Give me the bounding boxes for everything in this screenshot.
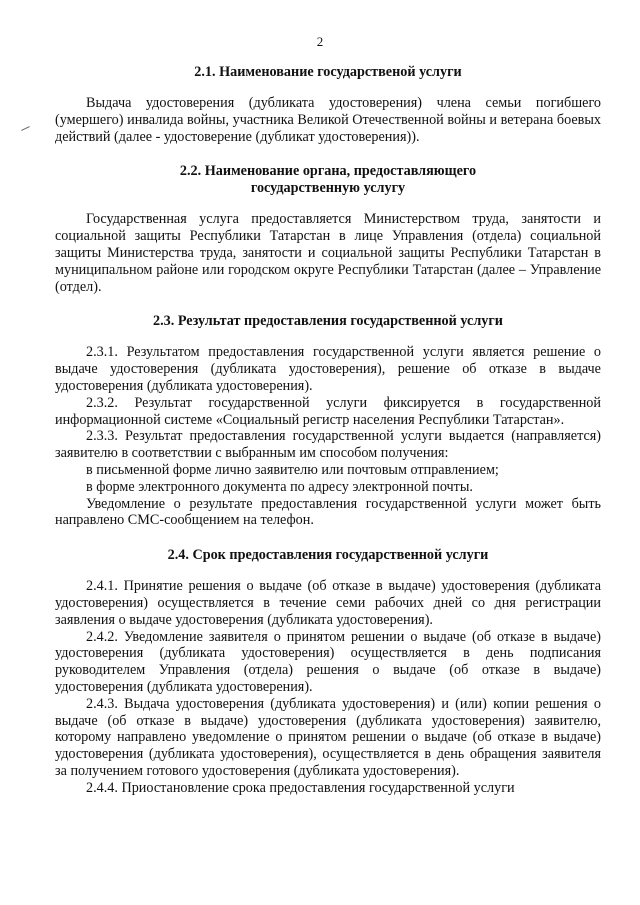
paragraph-2-1: Выдача удостоверения (дубликата удостоверения) члена семьи погибшего (умершего) инвалида войны, участника Великой Отечественной войны и ветерана боевых действий (далее - удостоверение (дубликат удостоверения)). [55, 95, 601, 145]
paragraph-2-4-4: 2.4.4. Приостановление срока предоставления государственной услуги [86, 779, 515, 796]
scan-artifact-mark [21, 126, 30, 131]
document-body [55, 64, 601, 797]
paragraph-2-3-3: 2.3.3. Результат предоставления государственной услуги выдается (направляется) заявителю в соответствии с выбранным им способом получения: [55, 428, 601, 462]
paragraph-2-4-3: 2.4.3. Выдача удостоверения (дубликата удостоверения) и (или) копии решения о выдаче (об отказе в выдаче) удостоверения (дубликата удостоверения) заявителю, которому направлено уведомление о принятом решении о выдаче (об отказе в выдаче) удостоверения (дубликата удостоверения), осуществляется в день обращения заявителя за получением готового удостоверения (дубликата удостоверения). [55, 695, 601, 779]
paragraph-2-3-3-option-1: в письменной форме лично заявителю или почтовым отправлением; [86, 461, 499, 478]
paragraph-2-2: Государственная услуга предоставляется Министерством труда, занятости и социальной защиты Республики Татарстан в лице Управления (отдела) социальной защиты Министерства труда, занятости и социальной защиты Республики Татарстан в муниципальном районе или городском округе Республики Татарстан (далее – Управление (отдел). [55, 211, 601, 295]
section-heading-2-4: 2.4. Срок предоставления государственной услуги [167, 547, 489, 564]
paragraph-2-4-1: 2.4.1. Принятие решения о выдаче (об отказе в выдаче) удостоверения (дубликата удостоверения) осуществляется в течение семи рабочих дней со дня регистрации заявления о выдаче удостоверения (дубликата удостоверения). [55, 578, 601, 628]
section-heading-2-1: 2.1. Наименование государственой услуги [194, 64, 462, 80]
page-number: 2 [316, 34, 324, 49]
paragraph-2-3-2: 2.3.2. Результат государственной услуги фиксируется в государственной информационной системе «Социальный регистр населения Республики Татарстан». [55, 394, 601, 428]
paragraph-2-3-3-option-2: в форме электронного документа по адресу электронной почты. [86, 478, 473, 495]
paragraph-2-4-2: 2.4.2. Уведомление заявителя о принятом решении о выдаче (об отказе в выдаче) удостоверения (дубликата удостоверения) осуществляется в день подписания руководителем Управления (отдела) решения о выдаче (об отказе в выдаче) удостоверения (дубликата удостоверения). [55, 628, 601, 695]
paragraph-2-3-1: 2.3.1. Результатом предоставления государственной услуги является решение о выдаче удостоверения (дубликата удостоверения), решение об отказе в выдаче удостоверения (дубликата удостоверения). [55, 344, 601, 394]
section-heading-2-2-line-1: 2.2. Наименование органа, предоставляющего [179, 163, 477, 180]
paragraph-2-3-notice: Уведомление о результате предоставления государственной услуги может быть направлено СМС-сообщением на телефон. [55, 495, 601, 529]
section-heading-2-2-line-2: государственную услугу [250, 180, 406, 197]
section-heading-2-3: 2.3. Результат предоставления государственной услуги [152, 313, 503, 330]
